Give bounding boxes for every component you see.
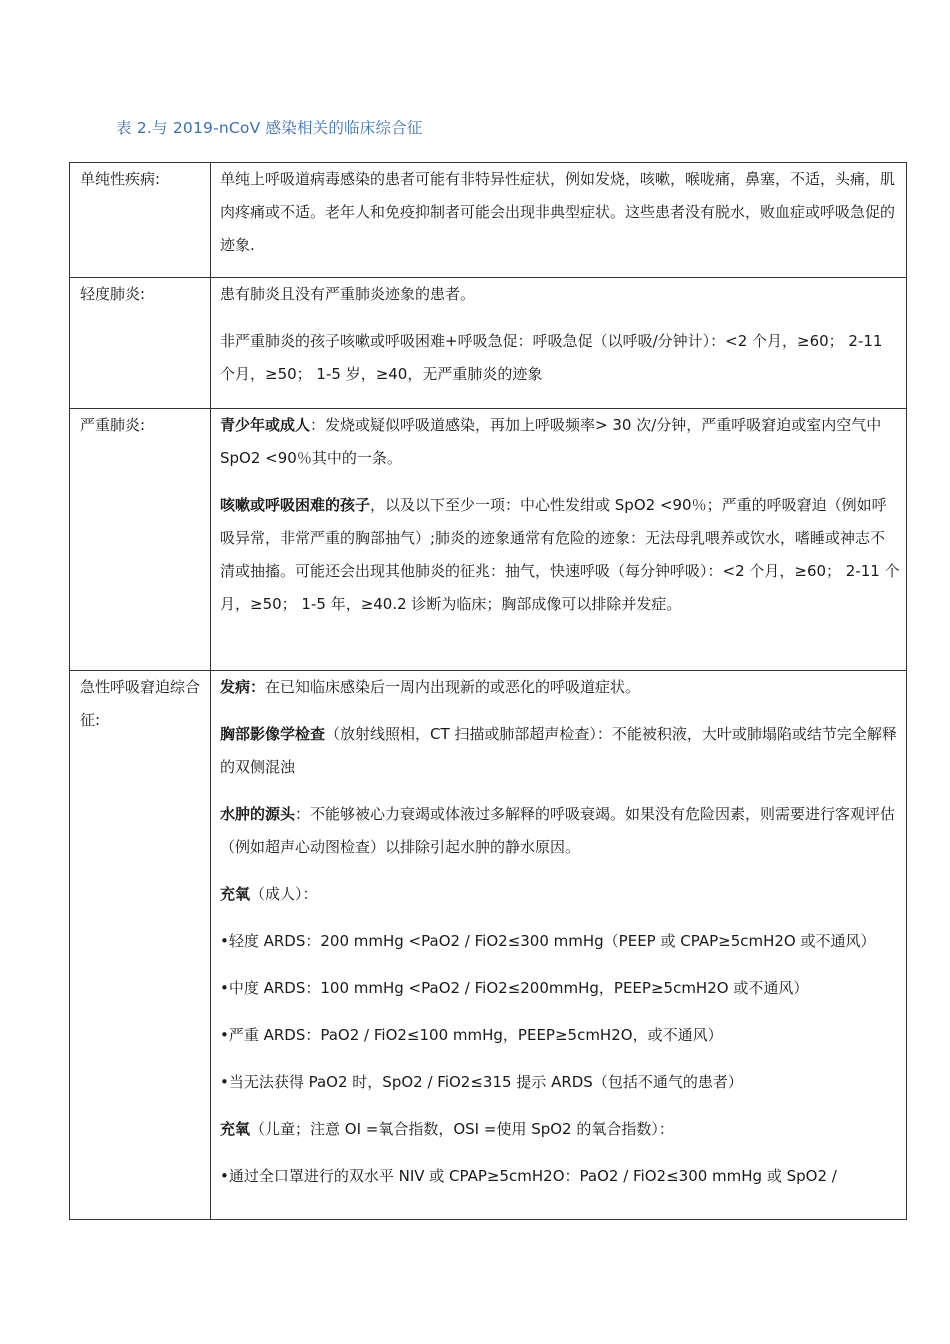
- content-paragraph: [220, 1113, 900, 1146]
- bold-term: 咳嗽或呼吸困难的孩子: [220, 496, 371, 514]
- paragraph-text: •轻度 ARDS：200 mmHg <PaO2 / FiO2≤300 mmHg（PEEP 或 CPAP≥5cmH2O 或不通风）: [220, 932, 876, 950]
- content-paragraph: [220, 1160, 900, 1193]
- row-content-cell: [211, 671, 907, 1220]
- paragraph-text: （儿童；注意 OI =氧合指数，OSI =使用 SpO2 的氧合指数）：: [250, 1120, 674, 1138]
- bold-term: 胸部影像学检查: [220, 725, 326, 743]
- bold-term: 水肿的源头: [220, 805, 296, 823]
- paragraph-text: （放射线照相，CT 扫描或肺部超声检查）：不能被积液，大叶或肺塌陷或结节完全解释的双侧混浊: [220, 725, 897, 776]
- table-row: [70, 163, 907, 278]
- table-row: [70, 278, 907, 409]
- row-label-cell: [70, 163, 211, 278]
- clinical-syndromes-table: [69, 162, 907, 1220]
- row-label: 轻度肺炎:: [80, 285, 146, 303]
- paragraph-text: 在已知临床感染后一周内出现新的或恶化的呼吸道症状。: [265, 678, 641, 696]
- row-label-cell: [70, 278, 211, 409]
- paragraph-text: •通过全口罩进行的双水平 NIV 或 CPAP≥5cmH2O：PaO2 / FiO2≤300 mmHg 或 SpO2 /: [220, 1167, 837, 1185]
- paragraph-text: （成人）：: [250, 885, 318, 903]
- row-content-cell: [211, 409, 907, 671]
- content-paragraph: [220, 972, 900, 1005]
- table-caption: 表 2.与 2019-nCoV 感染相关的临床综合征: [116, 119, 423, 137]
- row-content-cell: [211, 163, 907, 278]
- row-label: 单纯性疾病:: [80, 170, 161, 188]
- row-content-cell: [211, 278, 907, 409]
- content-paragraph: [220, 1019, 900, 1052]
- content-paragraph: [220, 409, 900, 475]
- content-paragraph: [220, 325, 900, 391]
- bold-term: 发病：: [220, 678, 266, 696]
- table-row: [70, 671, 907, 1220]
- content-paragraph: [220, 1066, 900, 1099]
- paragraph-text: •严重 ARDS：PaO2 / FiO2≤100 mmHg，PEEP≥5cmH2O，或不通风）: [220, 1026, 723, 1044]
- paragraph-text: 非严重肺炎的孩子咳嗽或呼吸困难+呼吸急促：呼吸急促（以呼吸/分钟计）：<2 个月，≥60； 2-11 个月，≥50； 1-5 岁，≥40，无严重肺炎的迹象: [220, 332, 883, 383]
- paragraph-text: ：发烧或疑似呼吸道感染，再加上呼吸频率> 30 次/分钟，严重呼吸窘迫或室内空气中 SpO2 <90％其中的一条。: [220, 416, 882, 467]
- content-paragraph: [220, 878, 900, 911]
- paragraph-text: 单纯上呼吸道病毒感染的患者可能有非特异性症状，例如发烧，咳嗽，喉咙痛，鼻塞，不适，头痛，肌肉疼痛或不适。老年人和免疫抑制者可能会出现非典型症状。这些患者没有脱水，败血症或呼吸急促的迹象.: [220, 170, 896, 254]
- row-label-cell: [70, 409, 211, 671]
- row-label: 严重肺炎:: [80, 416, 146, 434]
- content-paragraph: [220, 489, 900, 621]
- content-paragraph: [220, 163, 900, 262]
- paragraph-text: ，以及以下至少一项：中心性发绀或 SpO2 <90％；严重的呼吸窘迫（例如呼吸异常，非常严重的胸部抽气）;肺炎的迹象通常有危险的迹象：无法母乳喂养或饮水，嗜睡或神志不清或抽搐。可能还会出现其他肺炎的征兆：抽气，快速呼吸（每分钟呼吸）：<2 个月，≥60； 2-11 个月，≥50； 1-5 年，≥40.2 诊断为临床；胸部成像可以排除并发症。: [220, 496, 900, 613]
- content-paragraph: [220, 718, 900, 784]
- content-paragraph: [220, 925, 900, 958]
- table-row: [70, 409, 907, 671]
- bold-term: 青少年或成人: [220, 416, 311, 434]
- bold-term: 充氧: [220, 885, 251, 903]
- content-paragraph: [220, 671, 900, 704]
- paragraph-text: 患有肺炎且没有严重肺炎迹象的患者。: [220, 285, 476, 303]
- paragraph-text: •中度 ARDS：100 mmHg <PaO2 / FiO2≤200mmHg，PEEP≥5cmH2O 或不通风）: [220, 979, 809, 997]
- row-label: 急性呼吸窘迫综合征:: [80, 678, 201, 729]
- bold-term: 充氧: [220, 1120, 251, 1138]
- row-label-cell: [70, 671, 211, 1220]
- content-paragraph: [220, 278, 900, 311]
- content-paragraph: [220, 798, 900, 864]
- paragraph-text: •当无法获得 PaO2 时，SpO2 / FiO2≤315 提示 ARDS（包括不通气的患者）: [220, 1073, 743, 1091]
- paragraph-text: ：不能够被心力衰竭或体液过多解释的呼吸衰竭。如果没有危险因素，则需要进行客观评估（例如超声心动图检查）以排除引起水肿的静水原因。: [220, 805, 896, 856]
